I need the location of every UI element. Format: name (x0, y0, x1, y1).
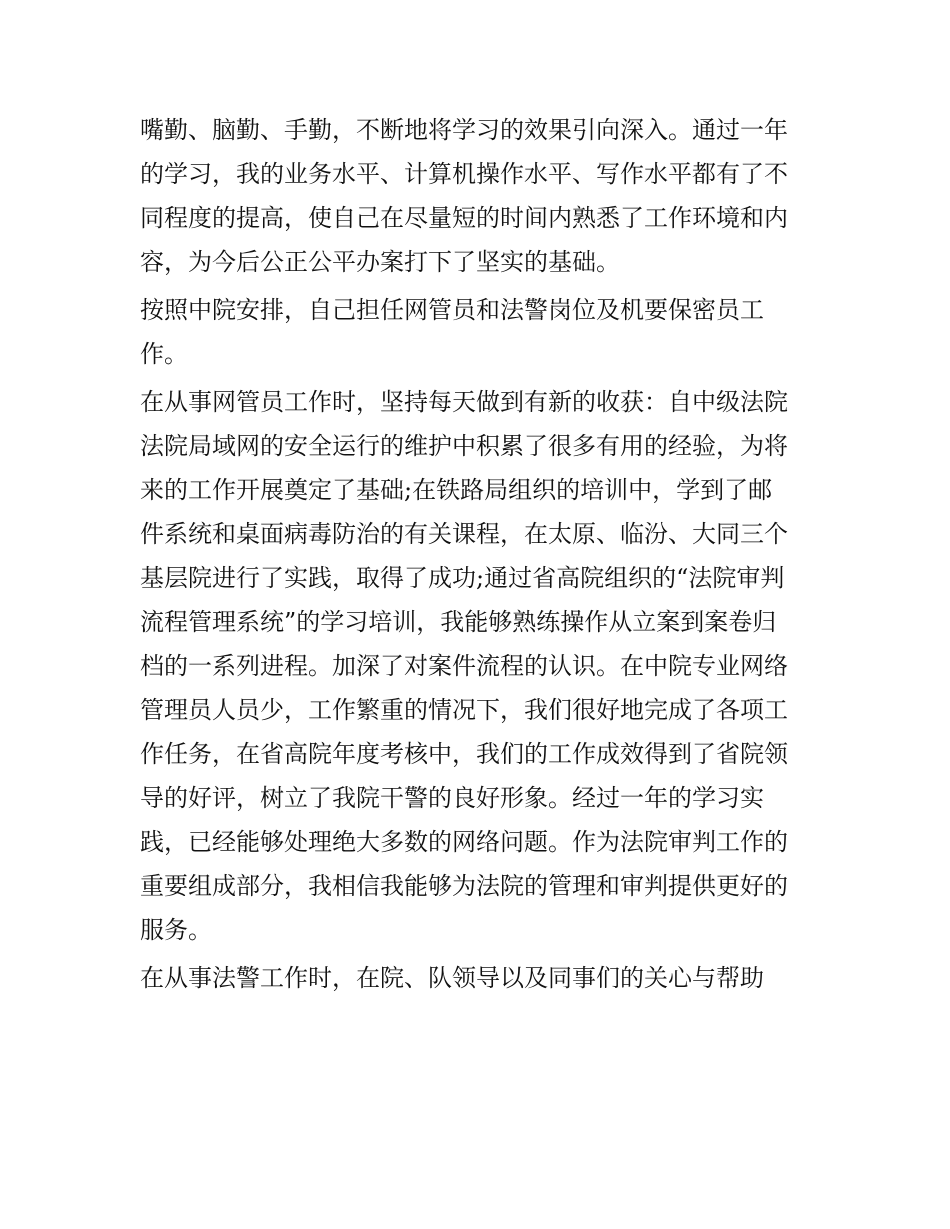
paragraph-network-admin-work (140, 380, 815, 952)
text-line: 在从事网管员工作时，坚持每天做到有新的收获：自中级法院 (140, 388, 788, 416)
text-line: 作任务，在省高院年度考核中，我们的工作成效得到了省院领 (140, 740, 788, 768)
text-line: 同程度的提高，使自己在尽量短的时间内熟悉了工作环境和内 (140, 204, 788, 232)
text-line: 管理员人员少，工作繁重的情况下，我们很好地完成了各项工 (140, 696, 788, 724)
text-line: 服务。 (140, 916, 212, 944)
text-line: 重要组成部分，我相信我能够为法院的管理和审判提供更好的 (140, 872, 788, 900)
text-line: 按照中院安排，自己担任网管员和法警岗位及机要保密员工 (140, 296, 764, 324)
text-line: 件系统和桌面病毒防治的有关课程，在太原、临汾、大同三个 (140, 520, 788, 548)
text-line: 践，已经能够处理绝大多数的网络问题。作为法院审判工作的 (140, 828, 788, 856)
document-body (140, 108, 815, 1000)
paragraph-study-results (140, 108, 815, 284)
text-line: 在从事法警工作时，在院、队领导以及同事们的关心与帮助 (140, 964, 764, 992)
text-line: 档的一系列进程。加深了对案件流程的认识。在中院专业网络 (140, 652, 788, 680)
text-line: 法院局域网的安全运行的维护中积累了很多有用的经验，为将 (140, 432, 788, 460)
text-line: 基层院进行了实践，取得了成功;通过省高院组织的“法院审判 (140, 564, 785, 592)
text-line: 的学习，我的业务水平、计算机操作水平、写作水平都有了不 (140, 160, 788, 188)
text-line: 嘴勤、脑勤、手勤，不断地将学习的效果引向深入。通过一年 (140, 116, 788, 144)
text-line: 容，为今后公正公平办案打下了坚实的基础。 (140, 248, 620, 276)
paragraph-job-assignment (140, 288, 815, 376)
text-line: 流程管理系统”的学习培训，我能够熟练操作从立案到案卷归 (140, 608, 777, 636)
text-line: 来的工作开展奠定了基础;在铁路局组织的培训中，学到了邮 (140, 476, 773, 504)
text-line: 作。 (140, 340, 188, 368)
text-line: 导的好评，树立了我院干警的良好形象。经过一年的学习实 (140, 784, 764, 812)
paragraph-bailiff-work (140, 956, 815, 1000)
